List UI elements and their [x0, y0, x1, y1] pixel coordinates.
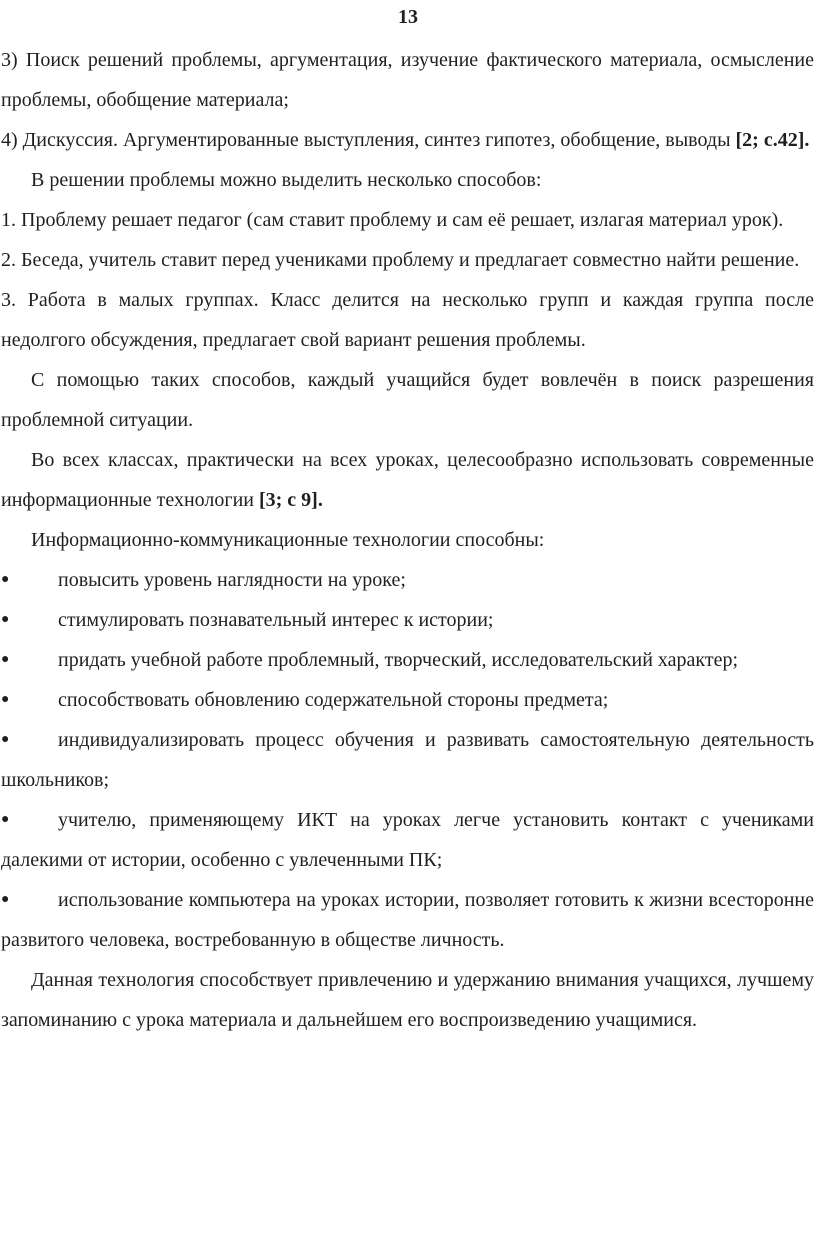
- list-item-text: придать учебной работе проблемный, творческий, исследовательский характер;: [58, 649, 739, 671]
- list-item-text: использование компьютера на уроках истории, позволяет готовить к жизни всесторонне развитого человека, востребованную в обществе личность.: [1, 889, 814, 951]
- paragraph-methods-intro: В решении проблемы можно выделить несколько способов:: [31, 169, 542, 191]
- list-item: [1, 880, 814, 960]
- list-item: [1, 640, 814, 680]
- paragraph-ict-usage-text: Во всех классах, практически на всех уроках, целесообразно использовать современные информационные технологии: [1, 449, 814, 511]
- paragraph-step-4: [1, 120, 814, 160]
- citation-ref: [3; с 9].: [258, 489, 323, 511]
- bullet-icon: ●: [1, 652, 10, 667]
- bullet-icon: ●: [1, 572, 10, 587]
- list-item-text: повысить уровень наглядности на уроке;: [58, 569, 406, 591]
- list-item: [1, 720, 814, 800]
- list-item-text: учителю, применяющему ИКТ на уроках легче установить контакт с учениками далекими от истории, особенно с увлеченными ПК;: [1, 809, 814, 871]
- bullet-list: [1, 560, 814, 960]
- list-item: [1, 600, 814, 640]
- paragraph-method-3: 3. Работа в малых группах. Класс делится на несколько групп и каждая группа после недолгого обсуждения, предлагает свой вариант решения проблемы.: [1, 289, 814, 351]
- list-item-text: индивидуализировать процесс обучения и развивать самостоятельную деятельность школьников;: [1, 729, 814, 791]
- list-item-text: способствовать обновлению содержательной стороны предмета;: [58, 689, 609, 711]
- bullet-icon: ●: [1, 812, 10, 827]
- paragraph-method-2: 2. Беседа, учитель ставит перед учениками проблему и предлагает совместно найти решение.: [1, 249, 800, 271]
- list-item-text: стимулировать познавательный интерес к истории;: [58, 609, 494, 631]
- list-item: [1, 560, 814, 600]
- list-item: [1, 680, 814, 720]
- document-body: [1, 40, 814, 1040]
- paragraph-method-1: 1. Проблему решает педагог (сам ставит проблему и сам её решает, излагая материал урок).: [1, 209, 784, 231]
- bullet-icon: ●: [1, 692, 10, 707]
- bullet-icon: ●: [1, 892, 10, 907]
- bullet-icon: ●: [1, 732, 10, 747]
- paragraph-conclusion: Данная технология способствует привлечению и удержанию внимания учащихся, лучшему запоминанию с урока материала и дальнейшем его воспроизведению учащимися.: [1, 969, 814, 1031]
- list-item: [1, 800, 814, 880]
- paragraph-step-3: 3) Поиск решений проблемы, аргументация, изучение фактического материала, осмысление проблемы, обобщение материала;: [1, 49, 814, 111]
- paragraph-ict-usage: [1, 440, 814, 520]
- bullet-icon: ●: [1, 612, 10, 627]
- page-number: 13: [398, 6, 418, 28]
- citation-ref: [2; с.42].: [735, 129, 810, 151]
- paragraph-ict-capabilities-intro: Информационно-коммуникационные технологии способны:: [31, 529, 545, 551]
- paragraph-step-4-text: 4) Дискуссия. Аргументированные выступления, синтез гипотез, обобщение, выводы: [1, 129, 736, 151]
- paragraph-methods-summary: С помощью таких способов, каждый учащийся будет вовлечён в поиск разрешения проблемной ситуации.: [1, 369, 814, 431]
